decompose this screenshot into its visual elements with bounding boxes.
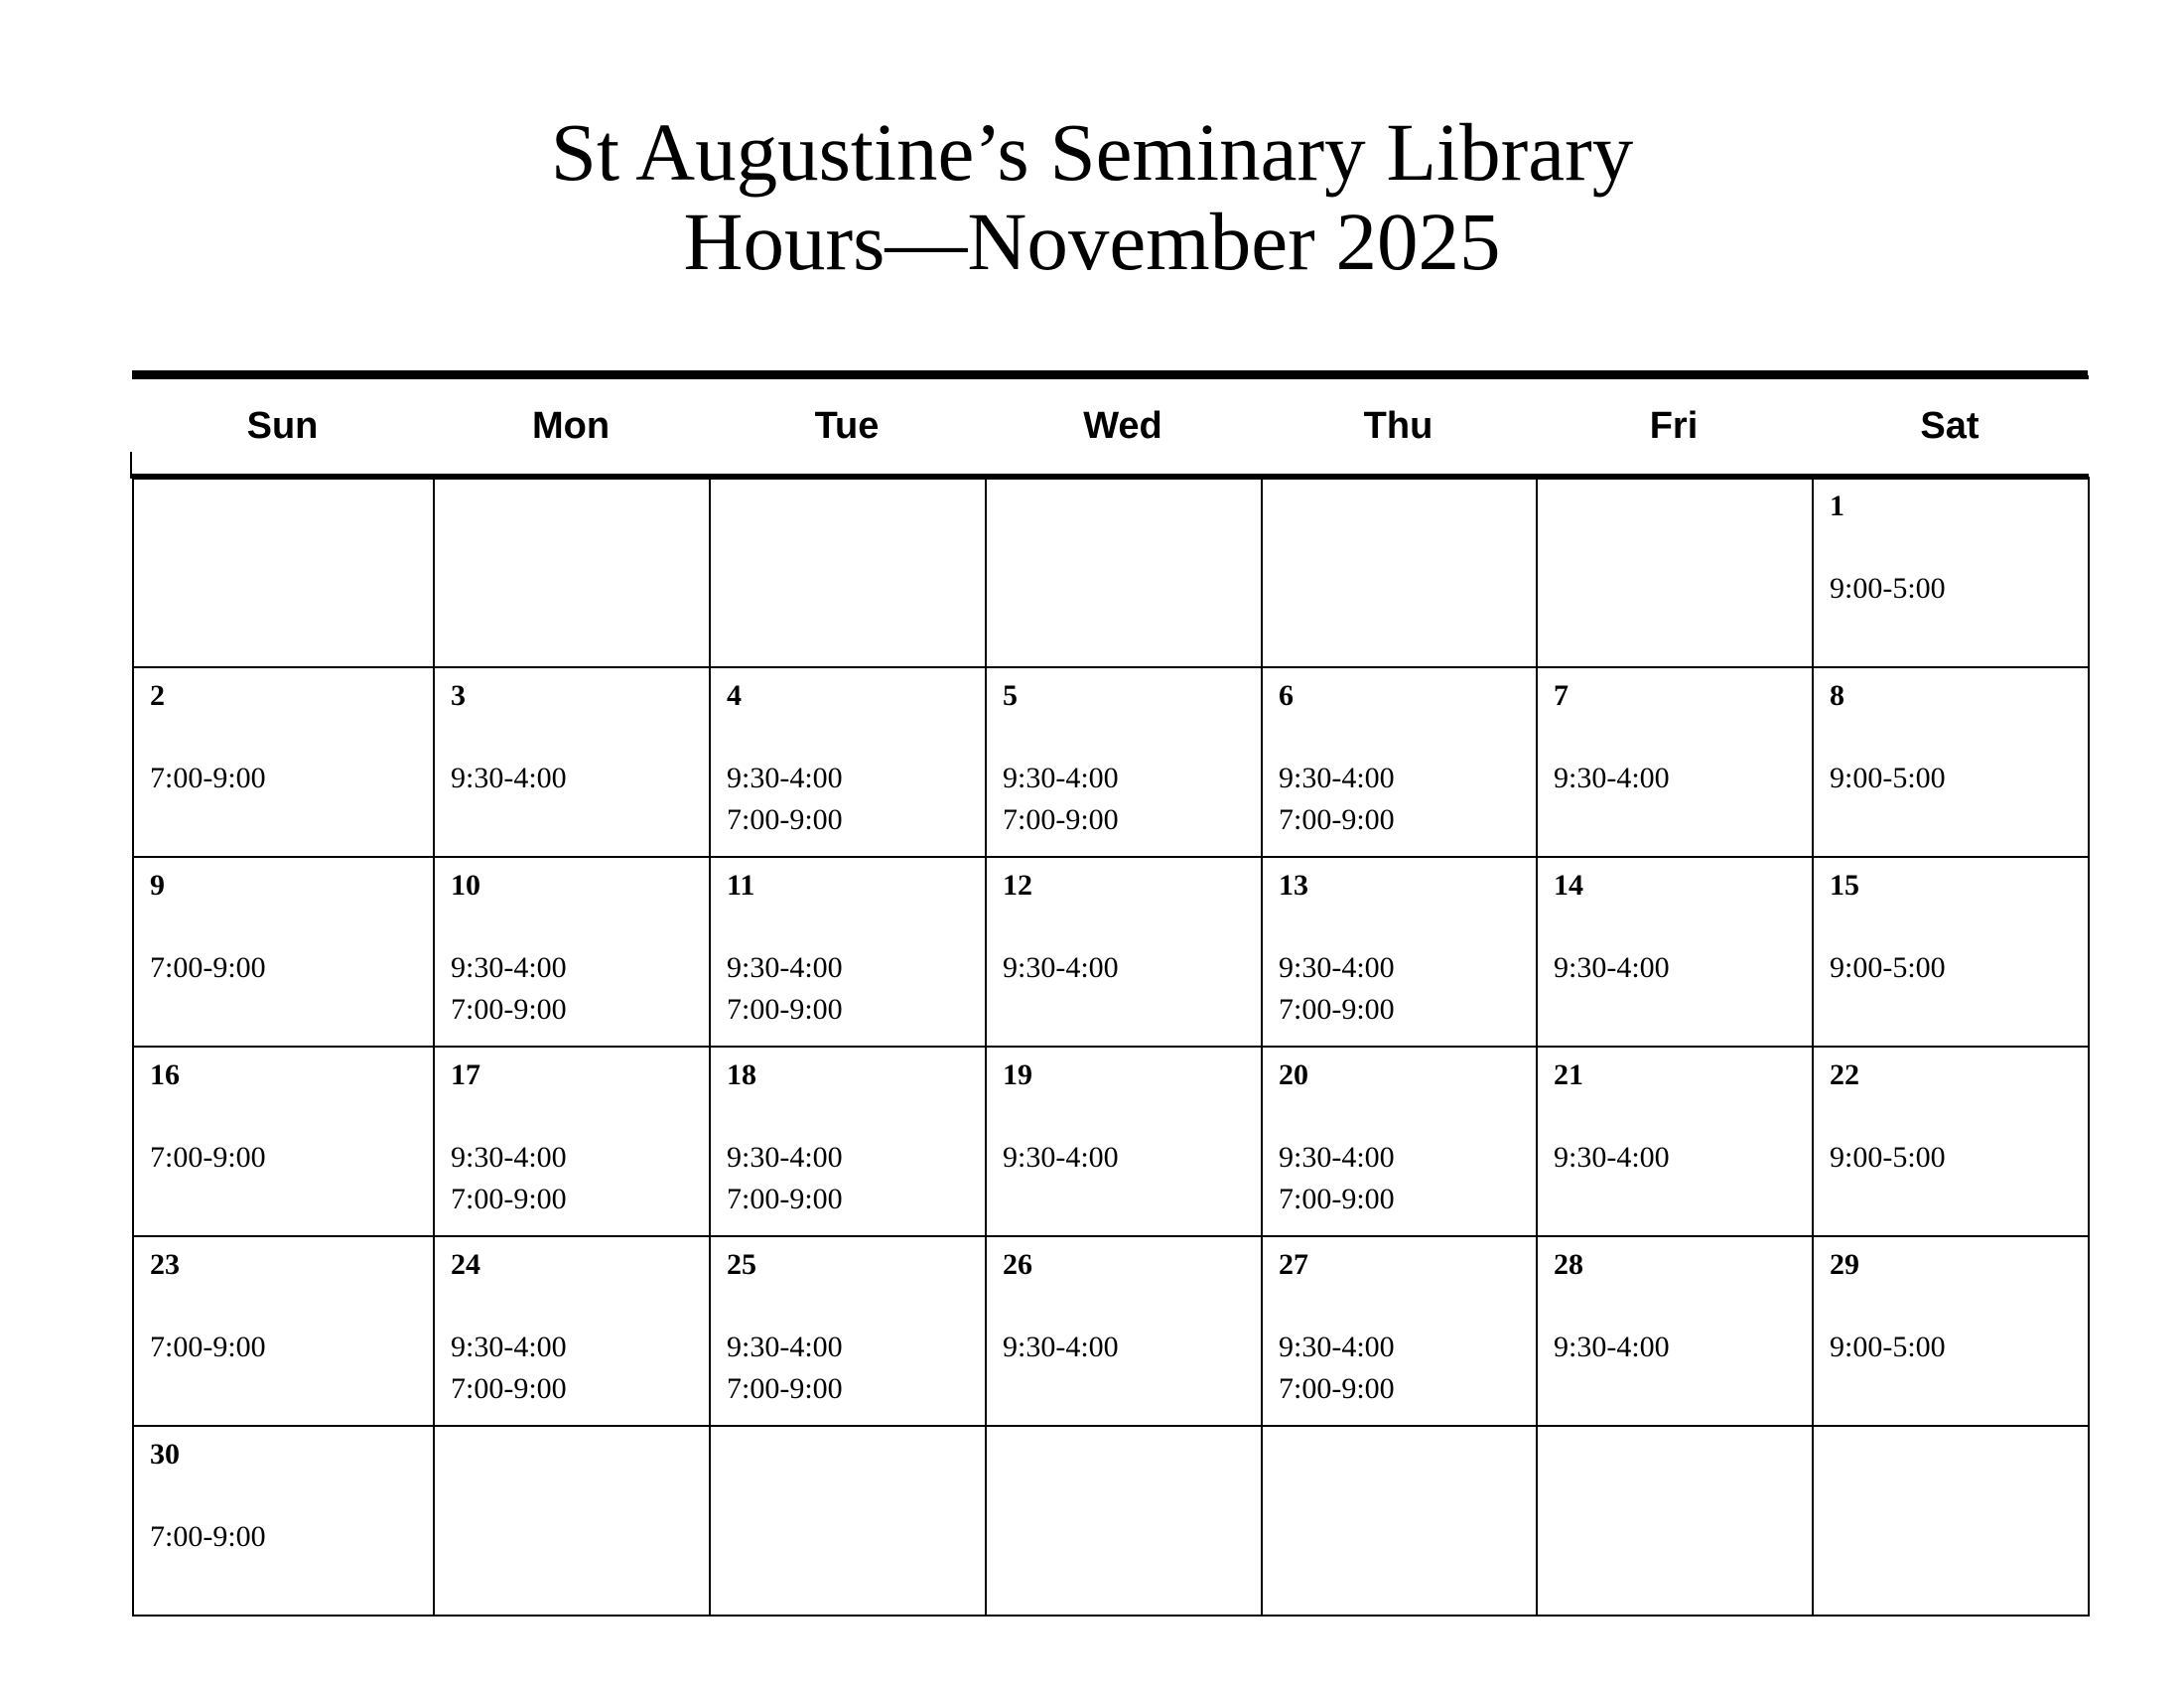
hours-list xyxy=(1279,1137,1395,1220)
hours-range: 9:30-4:00 xyxy=(1279,1331,1395,1363)
day-number: 23 xyxy=(150,1248,180,1281)
weekday-header-row xyxy=(132,379,2088,474)
day-number: 10 xyxy=(451,869,480,902)
page-title xyxy=(0,107,2184,286)
day-cell-5 xyxy=(986,667,1262,857)
hours-list xyxy=(451,758,567,799)
day-number: 5 xyxy=(1003,679,1018,712)
day-cell-4 xyxy=(710,667,986,857)
empty-day-cell xyxy=(133,478,434,667)
hours-range: 9:30-4:00 xyxy=(1554,1141,1670,1174)
hours-list xyxy=(1279,947,1395,1031)
day-cell-20 xyxy=(1262,1047,1537,1236)
day-number: 7 xyxy=(1554,679,1569,712)
hours-range: 7:00-9:00 xyxy=(150,1331,266,1363)
weekday-mon: Mon xyxy=(531,405,611,447)
day-number: 4 xyxy=(727,679,742,712)
empty-day-cell xyxy=(986,478,1262,667)
hours-range: 7:00-9:00 xyxy=(727,1372,843,1405)
week-row xyxy=(133,857,2089,1047)
hours-list xyxy=(1830,568,1946,610)
empty-day-cell xyxy=(1262,1426,1537,1616)
day-number: 30 xyxy=(150,1438,180,1471)
calendar-grid xyxy=(132,477,2090,1617)
hours-range: 7:00-9:00 xyxy=(150,951,266,984)
hours-list xyxy=(1830,1327,1946,1368)
day-cell-17 xyxy=(434,1047,710,1236)
hours-list xyxy=(150,947,266,989)
hours-list xyxy=(727,1137,843,1220)
hours-range: 7:00-9:00 xyxy=(150,1520,266,1553)
day-number: 9 xyxy=(150,869,165,902)
empty-day-cell xyxy=(1813,1426,2089,1616)
hours-range: 7:00-9:00 xyxy=(1279,1372,1395,1405)
hours-range: 7:00-9:00 xyxy=(1279,803,1395,836)
hours-range: 9:00-5:00 xyxy=(1830,762,1946,794)
week-row xyxy=(133,478,2089,667)
hours-range: 9:00-5:00 xyxy=(1830,1141,1946,1174)
calendar-body xyxy=(133,478,2089,1616)
day-number: 13 xyxy=(1279,869,1308,902)
day-number: 24 xyxy=(451,1248,480,1281)
hours-range: 7:00-9:00 xyxy=(727,1183,843,1215)
empty-day-cell xyxy=(434,1426,710,1616)
day-cell-18 xyxy=(710,1047,986,1236)
hours-list xyxy=(1279,1327,1395,1410)
hours-list xyxy=(1554,758,1670,799)
day-cell-14 xyxy=(1537,857,1813,1047)
hours-list xyxy=(150,1327,266,1368)
day-cell-28 xyxy=(1537,1236,1813,1426)
top-rule xyxy=(132,370,2088,379)
day-cell-9 xyxy=(133,857,434,1047)
hours-list xyxy=(1279,758,1395,841)
weekday-sat: Sat xyxy=(1920,405,1979,447)
day-cell-22 xyxy=(1813,1047,2089,1236)
hours-range: 7:00-9:00 xyxy=(150,1141,266,1174)
hours-range: 9:30-4:00 xyxy=(727,951,843,984)
hours-list xyxy=(1830,758,1946,799)
title-line-1: St Augustine’s Seminary Library xyxy=(550,106,1634,198)
hours-range: 9:30-4:00 xyxy=(1003,1141,1119,1174)
weekday-wed: Wed xyxy=(1083,405,1162,447)
weekday-fri: Fri xyxy=(1649,405,1699,447)
empty-day-cell xyxy=(710,1426,986,1616)
hours-range: 7:00-9:00 xyxy=(1279,1183,1395,1215)
hours-list xyxy=(1554,1327,1670,1368)
hours-list xyxy=(1003,1137,1119,1179)
day-cell-11 xyxy=(710,857,986,1047)
hours-range: 9:30-4:00 xyxy=(1554,951,1670,984)
empty-day-cell xyxy=(1537,1426,1813,1616)
weekday-tue: Tue xyxy=(814,405,880,447)
hours-list xyxy=(727,758,843,841)
hours-range: 9:30-4:00 xyxy=(727,762,843,794)
week-row xyxy=(133,1047,2089,1236)
day-cell-10 xyxy=(434,857,710,1047)
weekday-thu: Thu xyxy=(1363,405,1433,447)
day-cell-3 xyxy=(434,667,710,857)
day-cell-21 xyxy=(1537,1047,1813,1236)
hours-range: 9:30-4:00 xyxy=(727,1141,843,1174)
hours-range: 9:30-4:00 xyxy=(1279,1141,1395,1174)
day-number: 3 xyxy=(451,679,466,712)
hours-list xyxy=(451,947,567,1031)
hours-range: 9:30-4:00 xyxy=(451,951,567,984)
day-number: 22 xyxy=(1830,1058,1859,1091)
day-number: 17 xyxy=(451,1058,480,1091)
hours-list xyxy=(451,1327,567,1410)
hours-range: 7:00-9:00 xyxy=(1279,993,1395,1026)
day-number: 15 xyxy=(1830,869,1859,902)
hours-range: 9:30-4:00 xyxy=(451,762,567,794)
day-number: 27 xyxy=(1279,1248,1308,1281)
hours-range: 7:00-9:00 xyxy=(727,993,843,1026)
hours-list xyxy=(1003,1327,1119,1368)
hours-range: 9:30-4:00 xyxy=(451,1331,567,1363)
hours-list xyxy=(150,1137,266,1179)
day-cell-15 xyxy=(1813,857,2089,1047)
hours-range: 7:00-9:00 xyxy=(150,762,266,794)
hours-range: 9:30-4:00 xyxy=(727,1331,843,1363)
day-cell-7 xyxy=(1537,667,1813,857)
day-cell-29 xyxy=(1813,1236,2089,1426)
empty-day-cell xyxy=(1262,478,1537,667)
empty-day-cell xyxy=(710,478,986,667)
day-cell-6 xyxy=(1262,667,1537,857)
hours-range: 9:30-4:00 xyxy=(1279,951,1395,984)
hours-range: 7:00-9:00 xyxy=(451,1372,567,1405)
day-cell-27 xyxy=(1262,1236,1537,1426)
day-cell-16 xyxy=(133,1047,434,1236)
day-number: 6 xyxy=(1279,679,1294,712)
day-cell-19 xyxy=(986,1047,1262,1236)
day-number: 18 xyxy=(727,1058,756,1091)
day-cell-1 xyxy=(1813,478,2089,667)
hours-list xyxy=(150,1516,266,1558)
day-number: 8 xyxy=(1830,679,1844,712)
day-number: 11 xyxy=(727,869,755,902)
day-number: 26 xyxy=(1003,1248,1032,1281)
hours-list xyxy=(1003,758,1119,841)
day-number: 25 xyxy=(727,1248,756,1281)
day-cell-25 xyxy=(710,1236,986,1426)
day-cell-2 xyxy=(133,667,434,857)
hours-list xyxy=(451,1137,567,1220)
hours-range: 7:00-9:00 xyxy=(451,993,567,1026)
hours-list xyxy=(1003,947,1119,989)
week-row xyxy=(133,667,2089,857)
day-number: 1 xyxy=(1830,490,1844,522)
empty-day-cell xyxy=(986,1426,1262,1616)
hours-range: 9:30-4:00 xyxy=(1003,762,1119,794)
week-row xyxy=(133,1236,2089,1426)
hours-list xyxy=(150,758,266,799)
day-cell-26 xyxy=(986,1236,1262,1426)
day-number: 16 xyxy=(150,1058,180,1091)
weekday-sun: Sun xyxy=(246,405,319,447)
hours-list xyxy=(1554,1137,1670,1179)
day-cell-12 xyxy=(986,857,1262,1047)
day-number: 28 xyxy=(1554,1248,1583,1281)
hours-range: 7:00-9:00 xyxy=(1003,803,1119,836)
title-line-2: Hours—November 2025 xyxy=(683,196,1501,287)
hours-list xyxy=(1554,947,1670,989)
hours-range: 9:30-4:00 xyxy=(451,1141,567,1174)
hours-range: 9:30-4:00 xyxy=(1279,762,1395,794)
hours-list xyxy=(1830,1137,1946,1179)
hours-range: 7:00-9:00 xyxy=(727,803,843,836)
week-row xyxy=(133,1426,2089,1616)
hours-list xyxy=(727,1327,843,1410)
empty-day-cell xyxy=(1537,478,1813,667)
day-cell-24 xyxy=(434,1236,710,1426)
hours-range: 9:30-4:00 xyxy=(1554,1331,1670,1363)
day-number: 19 xyxy=(1003,1058,1032,1091)
hours-range: 9:00-5:00 xyxy=(1830,951,1946,984)
hours-range: 9:30-4:00 xyxy=(1003,951,1119,984)
day-number: 20 xyxy=(1279,1058,1308,1091)
day-number: 12 xyxy=(1003,869,1032,902)
day-cell-8 xyxy=(1813,667,2089,857)
hours-range: 9:00-5:00 xyxy=(1830,572,1946,605)
hours-range: 7:00-9:00 xyxy=(451,1183,567,1215)
day-cell-13 xyxy=(1262,857,1537,1047)
day-number: 14 xyxy=(1554,869,1583,902)
day-cell-23 xyxy=(133,1236,434,1426)
hours-range: 9:30-4:00 xyxy=(1003,1331,1119,1363)
hours-list xyxy=(1830,947,1946,989)
empty-day-cell xyxy=(434,478,710,667)
hours-range: 9:00-5:00 xyxy=(1830,1331,1946,1363)
hours-list xyxy=(727,947,843,1031)
hours-range: 9:30-4:00 xyxy=(1554,762,1670,794)
day-number: 29 xyxy=(1830,1248,1859,1281)
day-cell-30 xyxy=(133,1426,434,1616)
day-number: 2 xyxy=(150,679,165,712)
day-number: 21 xyxy=(1554,1058,1583,1091)
